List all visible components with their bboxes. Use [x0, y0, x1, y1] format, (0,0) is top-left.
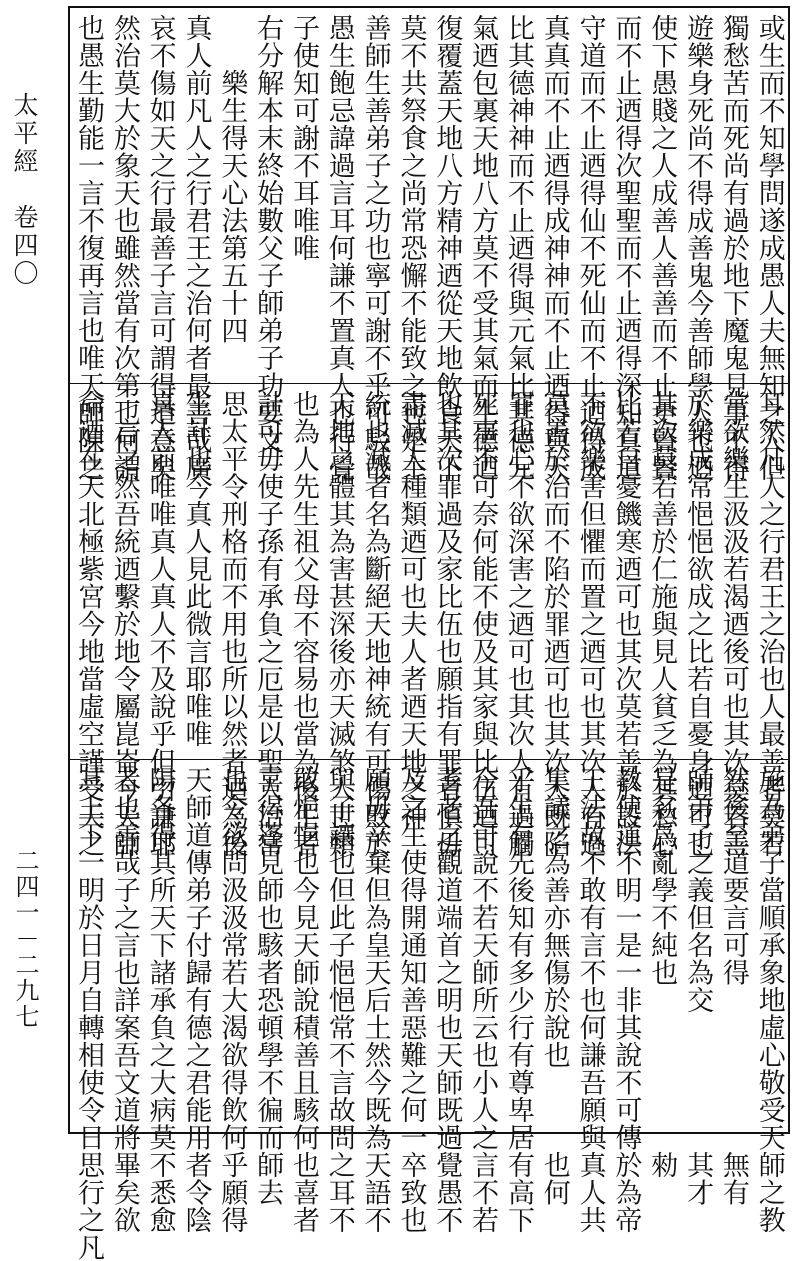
text-column: 師弟子之義但名為交 其才 — [682, 766, 714, 1206]
text-column: 統也滅者名為斷絕天地神統有可傷敗於 — [359, 390, 391, 858]
text-column: 是名爲亂學不純也 勑 — [646, 766, 678, 1179]
text-column: 及之生使得開通知善惡難之何一卒致也 — [395, 766, 427, 1234]
text-column: 莫善於治而不陷於罪迺可也其次人既陷 — [538, 390, 570, 858]
text-column: 計可毋使子孫有承負之厄是以聖人治常 — [252, 390, 284, 858]
text-column: 喜得蓬見師也駭者恐頓學不徧而師去 — [252, 766, 284, 1206]
text-column: 施為弟子當順承象地虛心敬受天師之教 — [753, 766, 785, 1234]
text-column: 真真而不止迺得成神神而不止迺得與天 — [538, 14, 570, 482]
text-column: 而不止迺得次聖聖而不止迺得深知真道 — [610, 14, 642, 482]
text-column: 思太平令刑格而不用也所以然者迺為後 — [216, 390, 248, 858]
text-column: 耳然凡人之行君王之治也人最善者莫若 — [753, 390, 785, 858]
text-column: 也其次罪過及家比伍也願指有罪者慎毋 — [431, 390, 463, 858]
text-column: 耆老之觀道端首之明也天師既過覺愚不 — [431, 766, 463, 1234]
text-column: 敢悒悒也今見天師說積善且駭何也喜者 — [287, 766, 319, 1234]
text-column: 使下愚賤之人成善人善善而不止更賢賢 — [646, 14, 678, 482]
text-column: 於樂成常悒悒欲成之比若自憂身迺可也 — [682, 390, 714, 858]
text-column: 哀不傷如天之行最善子言可謂得道意矣 — [144, 14, 176, 482]
text-column: 也愚生勤能一言不復再言也唯天師陳之 — [73, 14, 104, 482]
text-column: 然治莫大於象天也雖然當有次第也何謂 — [108, 14, 140, 482]
text-column: 真人前凡人之行君王之治何者最善哉廣 — [180, 14, 212, 482]
column-group — [73, 766, 785, 1261]
text-column: 生計也今真人見此微言耶唯唯 — [180, 390, 212, 748]
text-column: 今吾可說不若天師所云也小人之言不若 — [467, 766, 499, 1234]
text-column: 天師道傳弟子付歸有德之君能用者令陰 — [180, 766, 212, 1234]
text-column: 愚生飽忌諱過言耳何謙不置真人也行覺 — [323, 14, 355, 482]
text-column: 與子讓也但此子悒悒常不言故問之耳不 — [323, 766, 355, 1234]
text-column: 也令欲問汲汲常若大渴欲得飲何乎願得 — [216, 766, 248, 1234]
text-column: 命迺在天北極紫宮今地當虛空謹受天之 — [73, 390, 104, 858]
column-group — [73, 14, 785, 482]
text-column: 天地之體其為害甚深後亦天滅煞人世類 — [323, 390, 355, 858]
text-column: 陽各得其所天下諸承負之大病莫不悉愈 — [144, 766, 176, 1234]
text-column: 其次莫若善於仁施與見人貧乏為其愁心 — [646, 390, 678, 858]
column-group — [73, 390, 785, 858]
page-frame — [68, 6, 790, 1261]
text-column: 遊樂身死尚不得成善鬼今善師學人也迺 — [682, 14, 714, 482]
text-column: 盡滅人種類迺可也夫人者迺天地之神 — [395, 390, 427, 830]
text-column: 者也善哉子之言也詳案吾文道將畢矣欲 — [108, 766, 140, 1234]
text-column: 王法故不敢有言不也何謙吾願與真人共 — [574, 766, 606, 1234]
text-column: 莫不共祭食之尚常恐懈不能致之也是主 — [395, 14, 427, 482]
text-column: 教使道不明一是一非其說不可傳於為帝 — [610, 766, 642, 1234]
text-column: 也為人先生祖父母不容易也當為後生者 — [287, 390, 319, 858]
text-column: 或生而不知學問遂成愚人夫無知之人但 — [753, 14, 785, 482]
text-band-bottom — [70, 760, 788, 1261]
text-column: 不欲樂害但懼而置之迺可也其次人有過 — [574, 390, 606, 858]
text-column: 右分解本末終始數父子師弟子功要文 — [252, 14, 284, 454]
text-column: 復覆蓋天地八方精神迺從天地飲食天下 — [431, 14, 463, 482]
text-column: 善師生善弟子之功也寧可謝不乎可駁哉 — [359, 14, 391, 482]
text-column: 樂生得天心法第五十四 — [216, 14, 248, 344]
text-column: 願毋辛棄但為皇天后土然今既為天語不 — [359, 766, 391, 1234]
text-column: 獨愁苦而死尚有過於地下魔鬼見事不得 — [717, 14, 749, 482]
text-column: 比其德神神而不止迺得與元氣比其德元 — [502, 14, 534, 482]
text-column: 子使知可謝不耳唯唯 — [287, 14, 319, 262]
text-column: 其上下一明於日月自轉相使令日思行之凡 — [73, 766, 104, 1261]
text-column: 罪也心不欲深害之迺可也其次人有過觸 — [502, 390, 534, 858]
text-column: 守道而不止迺得仙不死仙而不止迺得成 — [574, 14, 606, 482]
text-column: 一言之然吾統迺繫於地令屬崑崙今天師 — [108, 390, 140, 858]
text-band-middle — [70, 384, 788, 858]
text-column: 常欲樂生汲汲若渴迺後可也其次莫若善 — [717, 390, 749, 858]
text-column: 氣迺包裏天地八方莫不受其氣而生德迺 — [467, 14, 499, 482]
text-column: 比若自憂饑寒迺可也其次莫若善於設法 — [610, 390, 642, 858]
text-column: 乎生有先後知有多少行有尊卑居有高下 — [502, 766, 534, 1234]
text-column: 真人前唯唯真人真人不及說乎但引謙耶 — [144, 390, 176, 858]
page-number-margin: 二四一－二九七 — [11, 848, 39, 1030]
text-column: 集議之為善亦無傷於說也 也何 — [538, 766, 570, 1206]
text-column: 死事不可奈何能不使及其家與比伍迺可 — [467, 390, 499, 858]
text-column: 然後至道要言可得 無有 — [717, 766, 749, 1206]
book-title-margin: 太平經 卷四〇 — [10, 92, 39, 288]
text-band-top — [70, 8, 788, 482]
